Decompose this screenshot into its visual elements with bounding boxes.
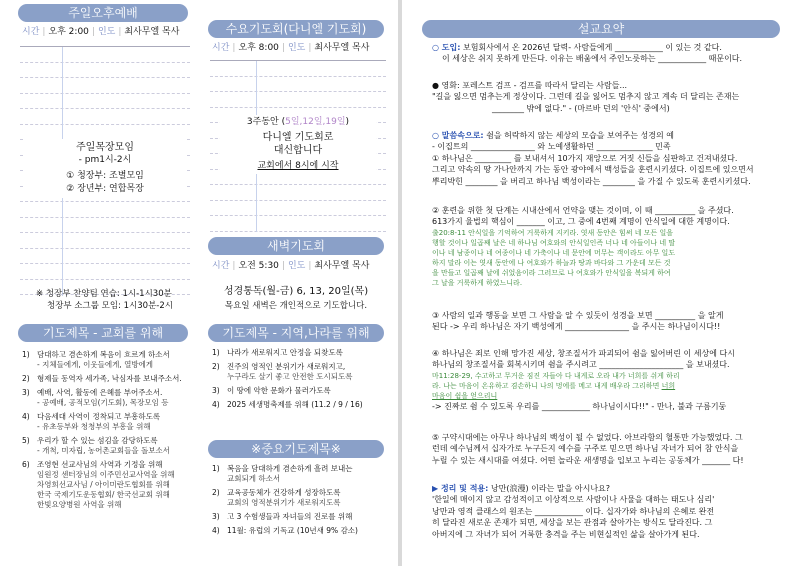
notice-line-2: 다니엘 기도회로: [262, 132, 334, 143]
prayer-item-text: 이 땅에 악한 문화가 물러가도록: [227, 386, 331, 395]
group-meeting-title: 주일목장모임: [76, 142, 134, 153]
leader-value: 최사무엘 목사: [314, 261, 370, 271]
prayer-item-text: 진주의 영적인 분위기가 새로워지고,: [227, 362, 346, 371]
wednesday-prayer-header: 수요기도회(다니엘 기도회): [208, 20, 384, 38]
point-2-section: [432, 205, 772, 288]
prayer-item-number: 2): [212, 362, 220, 371]
theme-line-3: 그리고 약속의 땅 가나안까지 가는 동안 광야에서 백성들을 훈련시키셨다. 이집트에 있으면서: [432, 165, 754, 175]
prayer-item-sub: 한국 국제기도운동협회/ 한국선교회 위해: [37, 490, 170, 499]
point-4-section: [432, 348, 772, 412]
intro-text-2: 이 세상은 쉬지 못하게 만든다. 이유는 배움에서 주인노릇하는 ____________ 때문이다.: [442, 54, 743, 64]
prayer-item: [212, 512, 390, 522]
prayer-item-number: 5): [22, 436, 30, 445]
application-section: [432, 483, 772, 540]
prayer-item: [212, 526, 390, 536]
prayer-item: [22, 460, 200, 510]
prayer-item-sub: 교회의 영적분위기가 새로워지도록: [227, 498, 341, 507]
prayer-item: [22, 412, 200, 432]
prayer-item-number: 1): [22, 350, 30, 359]
point-5-line-3: 누릴 수 있는 새시대를 여셨다. 어떤 놀라운 새생명을 입보고 누리는 공동체가 _______ 다!: [432, 455, 744, 465]
film-line-2: "길을 잃으면 멈추는게 정상이다. 그런데 길을 잃어도 멈추지 않고 계속 더 달리는 존재는: [432, 92, 740, 102]
group-meeting-item-2: ② 장년부: 연합목장: [66, 184, 144, 194]
leader-value: 최사무엘 목사: [124, 27, 180, 37]
point-2-line-1: ② 훈련을 위한 첫 단계는 시내산에서 언약을 맺는 것이며, 이 때 __________ 을 주셨다.: [432, 206, 734, 215]
point-4-line-1: ④ 하나님은 죄로 인해 망가진 세상, 창조질서가 파괴되어 쉼을 잃어버린 이 세상에 다시: [432, 349, 735, 358]
prayer-item-number: 4): [212, 526, 220, 535]
prayer-item-text: 우리가 할 수 있는 섬김을 감당하도록: [37, 436, 158, 445]
leader-key: 인도: [287, 261, 306, 271]
prayer-nation-header: 기도제목 - 지역,나라를 위해: [208, 324, 384, 342]
wednesday-notes-area: [210, 60, 386, 232]
application-label: ▶ 정리 및 적용:: [432, 484, 489, 493]
prayer-item: [212, 400, 390, 410]
prayer-item: [22, 436, 200, 456]
notice-line-4: 교회에서 8시에 시작: [257, 161, 339, 171]
theme-line-2: ① 하나님은 _________ 를 보내셔서 10가지 재앙으로 거짓 신들을 심판하고 건져내셨다.: [432, 153, 738, 163]
prayer-item-sub: 교회되게 하소서: [227, 474, 281, 483]
point-5-section: [432, 432, 772, 466]
point-5-line-1: ⑤ 구약시대에는 아무나 하나님의 백성이 될 수 없었다. 아브라함의 혈통만 가능했었다. 그: [432, 433, 743, 442]
prayer-item-sub: - 개척, 미자립, 농어촌교회들을 돌보소서: [37, 446, 170, 455]
prayer-item: [212, 464, 390, 484]
important-prayer-list: [212, 464, 390, 540]
notice-text: 3주동안 (: [246, 117, 286, 127]
theme-line-4: 뿌리박힌 ________ 을 버리고 하나님 백성이라는 ________ 을 가질 수 있도록 훈련시키셨다.: [432, 176, 751, 186]
prayer-item-text: 복음을 담대하게 겸손하게 흘려 보내는: [227, 464, 353, 473]
prayer-item-sub: - 공예배, 공적모임(기도회), 목장모임 등: [37, 398, 169, 407]
sermon-summary-header: 설교요약: [422, 20, 780, 38]
film-line-3: ________ 밖에 없다." - (마르바 던의 '안식' 중에서): [492, 103, 670, 113]
prayer-item-text: 조영현 선교사님의 사역과 기정을 위해: [37, 460, 163, 469]
notice-dates: 5일,12일,19일: [285, 117, 346, 127]
point-3-line-2: 된다 -> 우리 하나님은 자기 백성에게 ________________ 을 주시는 하나님이시다!!: [432, 322, 721, 332]
practice-note: [36, 288, 173, 312]
point-3-line-1: ③ 사람의 일과 행동을 보면 그 사람을 알 수 있듯이 성경을 보면 __________ 을 알게: [432, 311, 724, 320]
prayer-item-text: 11월: 유럽의 기독교 (10년새 9% 감소): [227, 526, 358, 535]
theme-section: [432, 130, 772, 187]
notice-line-3: 대신합니다: [273, 145, 323, 156]
prayer-nation-list: [212, 348, 390, 414]
group-meeting-item-1: ① 청장부: 조별모임: [66, 171, 144, 181]
important-prayer-header: ※중요기도제목※: [208, 440, 384, 458]
prayer-item-number: 3): [22, 388, 30, 397]
leader-key: 인도: [97, 27, 116, 37]
prayer-item-number: 3): [212, 386, 220, 395]
application-line-1: 낭만(浪漫) 이라는 말을 아시나요?: [488, 484, 611, 493]
practice-note-a: ※ 청장부 찬양팀 연습: 1시-1시30분: [36, 289, 172, 299]
prayer-item: [212, 348, 390, 358]
application-line-3: 낭만과 영적 클래스의 원조는 ____________ 이다. 십자가와 하나님의 은혜로 완전: [432, 506, 715, 516]
theme-label: ○ 말씀속으로:: [432, 131, 484, 140]
sunday-worship-info: 시간 | 오후 2:00 | 인도 | 최사무엘 목사: [22, 27, 180, 37]
prayer-item-sub: 한빛요양병원 사역을 위해: [37, 500, 122, 509]
time-key: 시간: [22, 27, 40, 37]
sunday-worship-header: 주일오후예배: [18, 4, 188, 22]
sermon-summary-page: [402, 0, 800, 566]
scripture-line: 하지 말라 이는 엿새 동안에 나 여호와가 하늘과 땅과 바다와 그 가운데 모든 것: [432, 258, 671, 267]
point-4-line-3: -> 진짜로 쉼 수 있도록 우리를 ____________ 하나님이시다!!" - 만나, 불과 구름기둥: [432, 401, 727, 411]
time-value: 오후 8:00: [238, 43, 279, 53]
point-5-line-2: 런데 예수님께서 십자가로 누구든지 예수를 구주로 믿으면 하나님 자녀가 되어 참 안식을: [432, 444, 739, 454]
prayer-item-text: 나라가 새로워지고 안정을 되찾도록: [227, 348, 343, 357]
point-4-line-2: 하나님의 창조질서를 회복시키며 쉼을 주시려고 _____________________ 을 보내셨다.: [432, 360, 730, 370]
leader-key: 인도: [287, 43, 306, 53]
scripture-line: 그 날을 거룩하게 하였느니라.: [432, 278, 523, 287]
prayer-item-number: 2): [22, 374, 30, 383]
application-line-5: 아버지에 그 자녀가 되어 거룩한 충격을 주는 비현실적인 삶을 살아가게 된다.: [432, 529, 700, 539]
wednesday-prayer-info: 시간 | 오후 8:00 | 인도 | 최사무엘 목사: [212, 43, 370, 53]
prayer-item-text: 담대하고 겸손하게 복음이 흐르게 하소서: [37, 350, 170, 359]
theme-line-1: - 이집트의 ________________ 와 노예생활하던 ______________ 민족: [432, 142, 671, 152]
prayer-item-sub: - 유초등부와 청청부의 부흥을 위해: [37, 422, 151, 431]
prayer-item-number: 6): [22, 460, 30, 469]
intro-text-1: 보험회사에서 온 2026년 달력- 사람들에게 ____________ 이 있는 것 같다.: [460, 43, 722, 52]
prayer-item: [212, 386, 390, 396]
prayer-item-number: 4): [212, 400, 220, 409]
intro-section: [432, 42, 772, 65]
group-meeting-box: [24, 139, 186, 198]
bible-reading: 성경통독(월-금) 6, 13, 20일(목): [223, 286, 369, 297]
time-value: 오후 2:00: [48, 27, 89, 37]
practice-note-b: 청장부 소그룹 모임: 1시30분-2시: [47, 301, 173, 311]
dawn-prayer-header: 새벽기도회: [208, 237, 384, 255]
bulletin-left-page: [0, 0, 398, 566]
time-key: 시간: [212, 43, 230, 53]
scripture-line: 행할 것이나 일곱째 날은 네 하나님 여호와의 안식일인즉 너나 네 아들이나 네 딸: [432, 238, 676, 247]
intro-label: ○ 도입:: [432, 43, 461, 52]
prayer-item-number: 2): [212, 488, 220, 497]
scripture-line: 라. 나는 마음이 온유하고 겸손하니 나의 멍에를 메고 내게 배우라 그리하면: [432, 381, 660, 390]
film-section: [432, 80, 772, 114]
leader-value: 최사무엘 목사: [314, 43, 370, 53]
scripture-underlined: 마음이 쉼을 얻으리니: [432, 391, 498, 400]
prayer-item-text: 교육공동체가 건강하게 성장하도록: [227, 488, 341, 497]
prayer-item-text: 다음세대 사역이 정착되고 부흥하도록: [37, 412, 161, 421]
prayer-item-text: 예배, 사역, 활동에 은혜를 부어주소서.: [37, 388, 163, 397]
prayer-item: [22, 374, 200, 384]
prayer-item-sub: 임원정 센터장님의 이주민선교사역을 위해: [37, 470, 175, 479]
prayer-item-text: 고 3 수험생들과 자녀들의 진로를 위해: [227, 512, 353, 521]
prayer-item: [22, 350, 200, 370]
prayer-church-header: 기도제목 - 교회를 위해: [18, 324, 188, 342]
prayer-item-number: 1): [212, 464, 220, 473]
prayer-item-sub: - 지체들에게, 이웃들에게, 열방에게: [37, 360, 154, 369]
point-2-line-2: 613가지 율법의 핵심이 _______ 이고, 그 중에 4번째 계명이 안식일에 대한 계명이다.: [432, 217, 730, 227]
point-3-section: [432, 310, 772, 333]
scripture-line: 을 만들고 일곱째 날에 쉬었음이라 그러므로 나 여호와가 안식일을 복되게 하여: [432, 268, 671, 277]
group-meeting-time: - pm1시-2시: [78, 155, 132, 165]
prayer-item-sub: 누구라도 살기 좋고 안전한 도시되도록: [227, 372, 353, 381]
time-key: 시간: [212, 261, 230, 271]
thursday-note: 목요일 새벽은 개인적으로 기도합니다.: [224, 301, 368, 311]
scripture-underlined: 너희: [661, 381, 676, 390]
time-value: 오전 5:30: [238, 261, 279, 271]
prayer-item: [212, 362, 390, 382]
prayer-item-text: 2025 세생명축제를 위해 (11.2 / 9 / 16): [227, 400, 363, 409]
scripture-line: 이나 네 남종이나 네 여종이나 네 가축이나 네 문안에 머무는 객이라도 아무 일도: [432, 248, 676, 257]
film-line-1: ● 영화: 포레스트 검프 - 검프를 따라서 달리는 사람들...: [432, 81, 628, 90]
notice-text: ): [345, 117, 350, 127]
dawn-prayer-info: 시간 | 오전 5:30 | 인도 | 최사무엘 목사: [212, 261, 370, 271]
application-line-4: 히 달라진 새로운 존재가 되면, 세상을 보는 관점과 살아가는 방식도 달라진다. 그: [432, 518, 713, 528]
prayer-item-sub: 차영희선교사님 / 아이미란도협회를 위해: [37, 480, 170, 489]
prayer-item-text: 형제들 동역자 세가족, 낙심자를 보내주소서.: [37, 374, 182, 383]
prayer-church-list: [22, 350, 200, 514]
prayer-item: [212, 488, 390, 508]
prayer-item-number: 3): [212, 512, 220, 521]
prayer-item-number: 1): [212, 348, 220, 357]
daniel-prayer-notice: [220, 115, 376, 174]
scripture-line: 출20:8-11 안식일을 기억하여 거룩하게 지키라. 엿새 동안은 힘써 네 모든 일을: [432, 228, 673, 237]
scripture-line: 마11:28-29, 수고하고 무거운 짐진 자들아 다 내게로 오라 내가 너희를 쉬게 하리: [432, 371, 680, 380]
bible-reading-notice: [208, 285, 384, 313]
prayer-item-number: 4): [22, 412, 30, 421]
prayer-item: [22, 388, 200, 408]
theme-text: 쉼을 허락하지 않는 세상의 모습을 보여주는 성경의 예: [483, 131, 674, 140]
application-line-2: '한일에 매이지 않고 감성적이고 이상적으로 사람이나 사물을 대하는 태도나 심리': [432, 495, 715, 505]
sunday-notes-area: [20, 46, 190, 296]
